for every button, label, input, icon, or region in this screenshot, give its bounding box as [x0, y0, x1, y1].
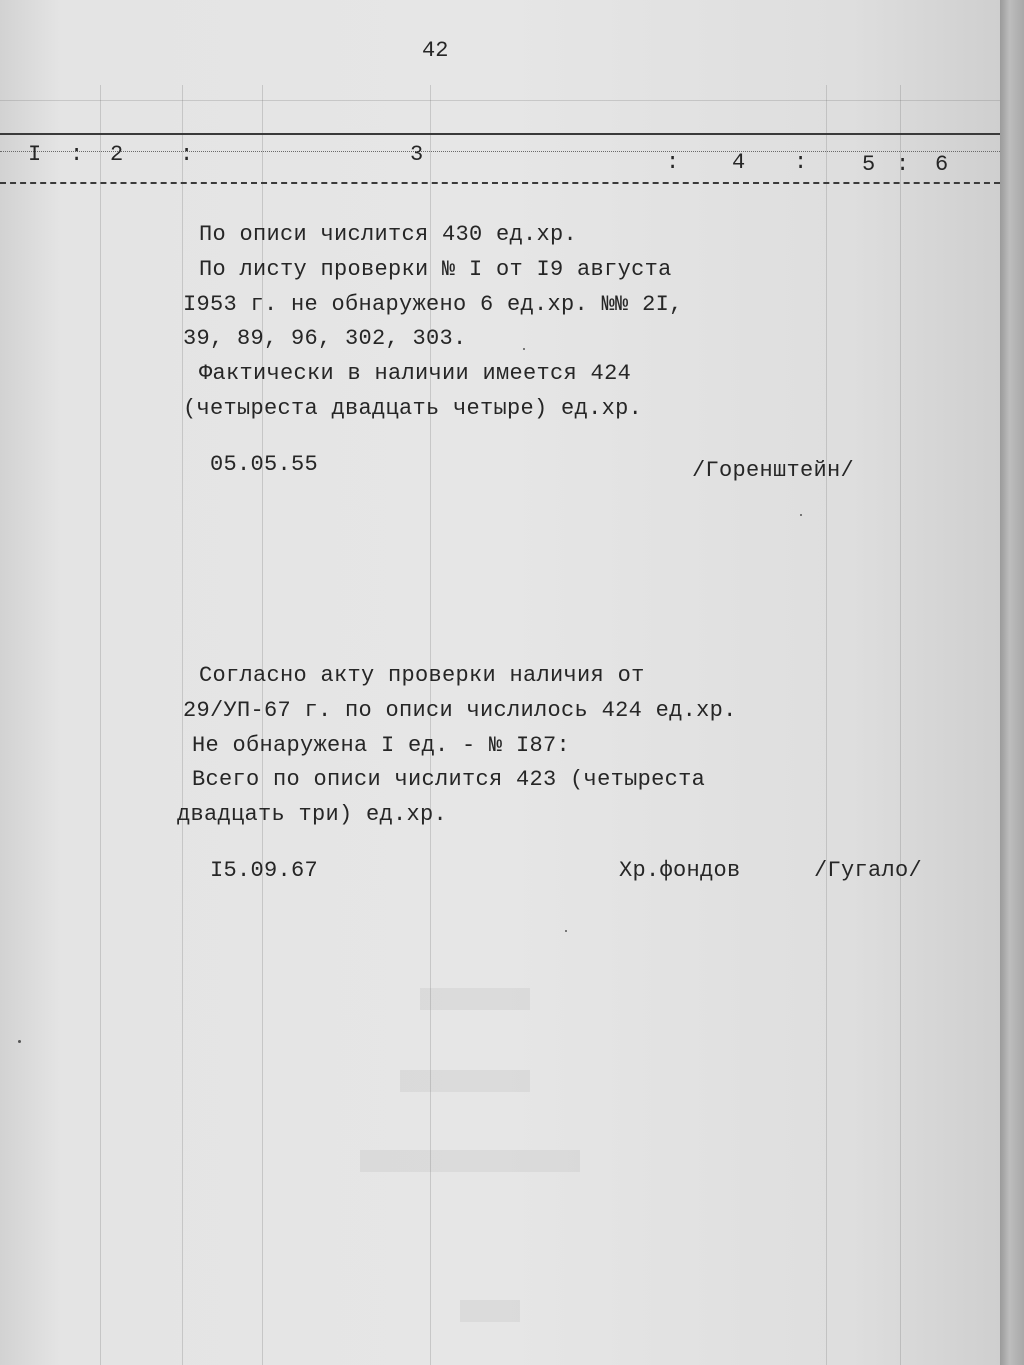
column-number: 3 [410, 142, 424, 167]
column-rule [826, 85, 827, 1365]
column-separator: : [180, 142, 194, 167]
bleed-through-mark [420, 988, 530, 1010]
column-rule [182, 85, 183, 1365]
column-number: 4 [732, 150, 746, 175]
paper-speck [565, 930, 567, 932]
column-number: 6 [935, 152, 949, 177]
note-1-line-6: (четыреста двадцать четыре) ед.хр. [183, 396, 643, 421]
note-2-line-4: Всего по описи числится 423 (четыреста [192, 767, 706, 792]
paper-speck [18, 1040, 21, 1043]
note-2-line-5: двадцать три) ед.хр. [177, 802, 448, 827]
column-separator: : [896, 152, 910, 177]
note-2-line-2: 29/УП-67 г. по описи числилось 424 ед.хр. [183, 698, 737, 723]
column-rule [100, 85, 101, 1365]
binder-edge [1000, 0, 1024, 1365]
bleed-through-mark [400, 1070, 530, 1092]
bleed-through-mark [460, 1300, 520, 1322]
note-1-line-2: По листу проверки № I от I9 августа [199, 257, 672, 282]
column-number: I [28, 142, 42, 167]
bleed-through-mark [360, 1150, 580, 1172]
note-1-signature: /Горенштейн/ [692, 458, 855, 483]
column-number: 5 [862, 152, 876, 177]
header-rule-top [0, 133, 1000, 135]
note-2-position: Хр.фондов [619, 858, 741, 883]
header-rule-faint [0, 100, 1000, 101]
column-separator: : [666, 150, 680, 175]
header-rule-dotted [0, 151, 1000, 152]
note-1-date: 05.05.55 [210, 452, 319, 477]
note-1-line-5: Фактически в наличии имеется 424 [199, 361, 632, 386]
note-1-line-3: I953 г. не обнаружено 6 ед.хр. №№ 2I, [183, 292, 683, 317]
paper-speck [800, 514, 802, 516]
note-2-signature: /Гугало/ [814, 858, 923, 883]
column-rule [900, 85, 901, 1365]
column-separator: : [794, 150, 808, 175]
header-rule-bottom [0, 182, 1000, 184]
note-2-date: I5.09.67 [210, 858, 319, 883]
column-number: 2 [110, 142, 124, 167]
page-number: 42 [422, 38, 449, 63]
paper-speck [523, 348, 525, 350]
column-separator: : [70, 142, 84, 167]
note-1-line-4: 39, 89, 96, 302, 303. [183, 326, 467, 351]
note-1-line-1: По описи числится 430 ед.хр. [199, 222, 578, 247]
note-2-line-1: Согласно акту проверки наличия от [199, 663, 645, 688]
note-2-line-3: Не обнаружена I ед. - № I87: [192, 733, 571, 758]
